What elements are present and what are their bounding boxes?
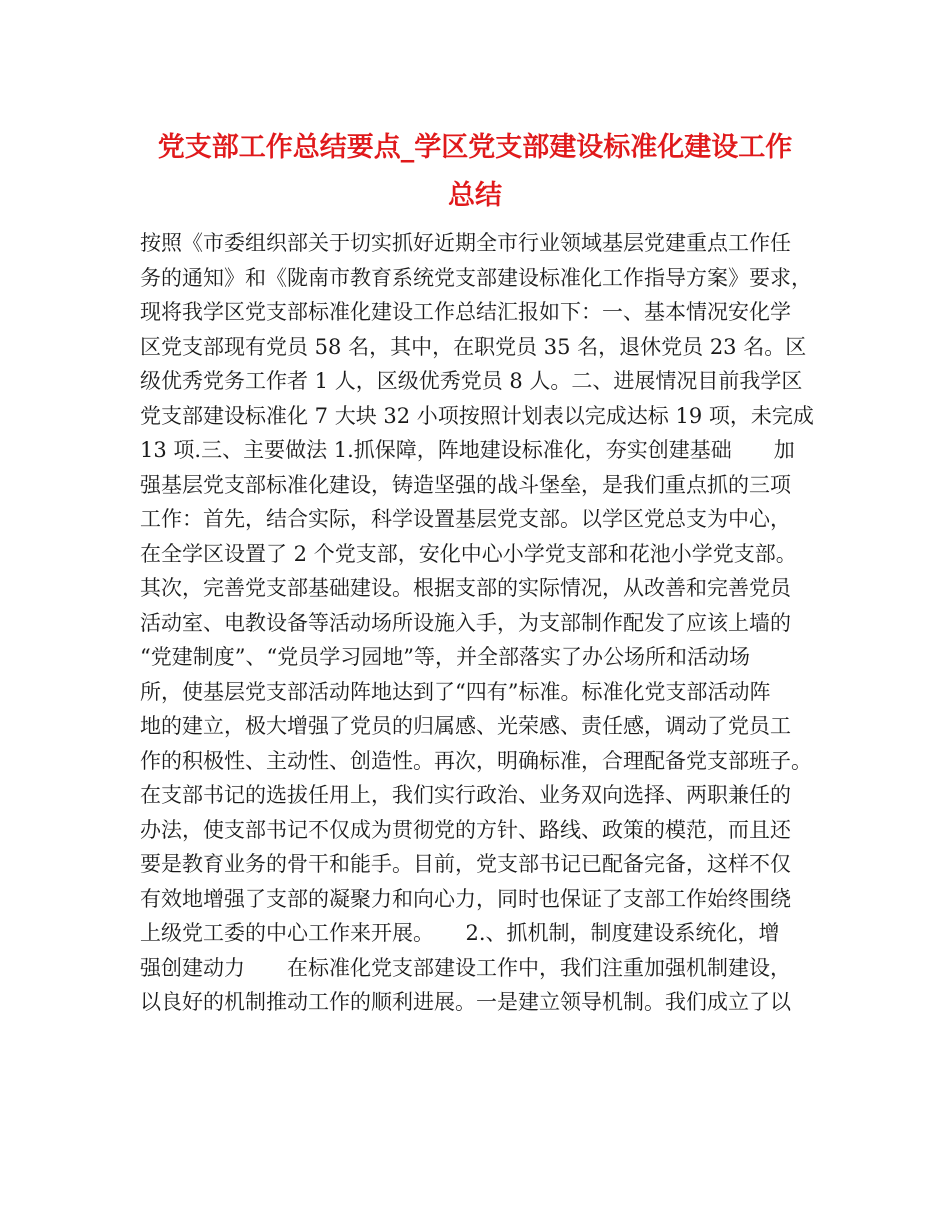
body-line: 其次，完善党支部基础建设。根据支部的实际情况，从改善和完善党员 <box>140 576 791 600</box>
body-line: 13 项.三、主要做法 1.抓保障，阵地建设标准化，夯实创建基础 加 <box>140 438 795 462</box>
body-line: 在支部书记的选拔任用上，我们实行政治、业务双向选择、两职兼任的 <box>140 783 791 807</box>
body-line: 以良好的机制推动工作的顺利进展。一是建立领导机制。我们成立了以 <box>140 990 791 1014</box>
body-line: 区党支部现有党员 58 名，其中，在职党员 35 名，退休党员 23 名。区 <box>140 334 807 359</box>
body-line: 强创建动力 在标准化党支部建设工作中，我们注重加强机制建设， <box>140 955 791 980</box>
body-line: 上级党工委的中心工作来开展。 2.、抓机制，制度建设系统化，增 <box>140 921 780 945</box>
body-line: 工作：首先，结合实际，科学设置基层党支部。以学区党总支为中心， <box>140 507 791 531</box>
body-line: 级优秀党务工作者 1 人，区级优秀党员 8 人。二、进展情况目前我学区 <box>140 369 803 393</box>
body-line: 按照《市委组织部关于切实抓好近期全市行业领域基层党建重点工作任 <box>140 231 791 255</box>
body-line: 强基层党支部标准化建设，铸造坚强的战斗堡垒，是我们重点抓的三项 <box>140 472 791 497</box>
body-line: 务的通知》和《陇南市教育系统党支部建设标准化工作指导方案》要求， <box>140 265 812 290</box>
body-line: 有效地增强了支部的凝聚力和向心力，同时也保证了支部工作始终围绕 <box>140 886 791 911</box>
document-title-line-2: 总结 <box>448 180 502 211</box>
body-line: 党支部建设标准化 7 大块 32 小项按照计划表以完成达标 19 项，未完成 <box>140 403 814 428</box>
body-line: 地的建立，极大增强了党员的归属感、光荣感、责任感，调动了党员工 <box>140 714 791 738</box>
body-line: 活动室、电教设备等活动场所设施入手，为支部制作配发了应该上墙的 <box>140 610 791 635</box>
body-line: 所，使基层党支部活动阵地达到了“四有”标准。标准化党支部活动阵 <box>140 679 771 704</box>
document-body <box>140 226 830 1020</box>
document-title-line-1: 党支部工作总结要点_学区党支部建设标准化建设工作 <box>157 132 793 163</box>
body-line: 作的积极性、主动性、创造性。再次，明确标准，合理配备党支部班子。 <box>140 748 812 773</box>
body-line: 在全学区设置了 2 个党支部，安化中心小学党支部和花池小学党支部。 <box>140 541 797 566</box>
body-line: “党建制度”、“党员学习园地”等，并全部落实了办公场所和活动场 <box>140 645 750 669</box>
body-line: 现将我学区党支部标准化建设工作总结汇报如下：一、基本情况安化学 <box>140 300 791 324</box>
body-line: 办法，使支部书记不仅成为贯彻党的方针、路线、政策的模范，而且还 <box>140 817 791 842</box>
body-line: 要是教育业务的骨干和能手。目前，党支部书记已配备完备，这样不仅 <box>140 852 791 876</box>
